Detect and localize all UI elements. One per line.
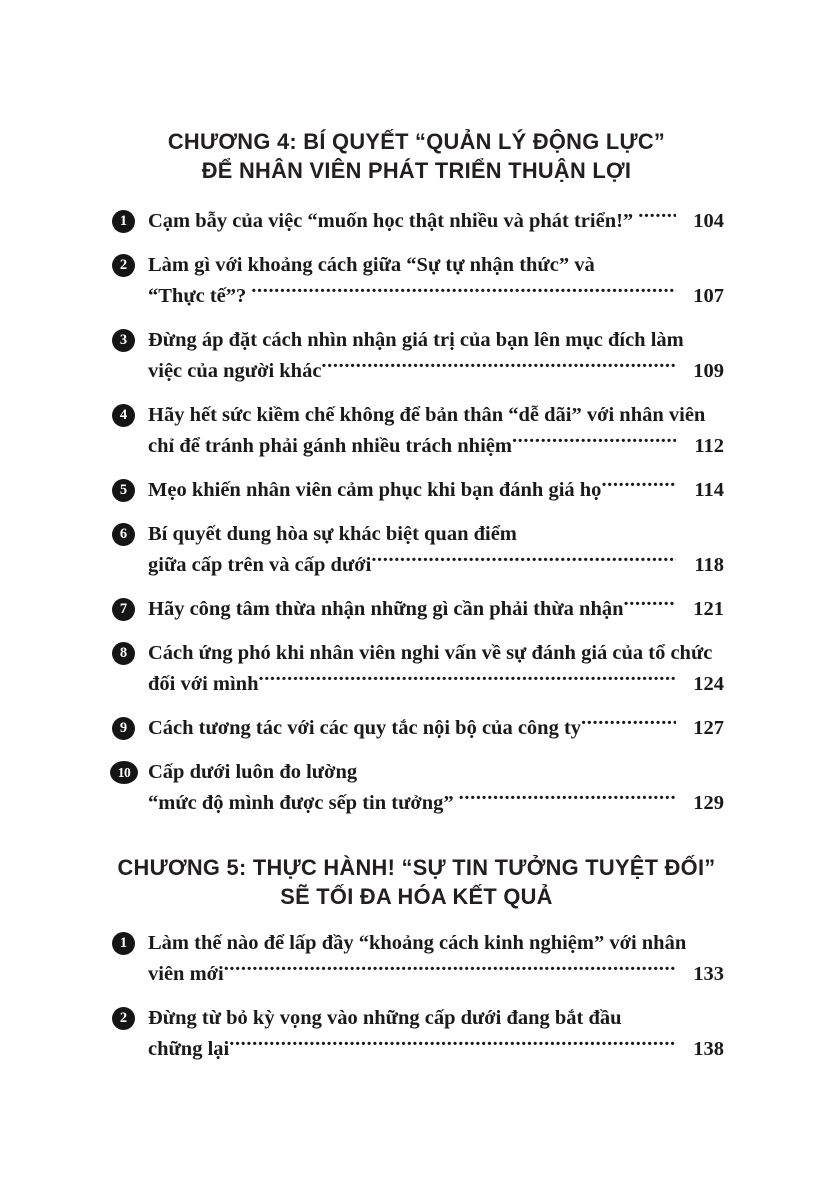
toc-entry-text: Cách tương tác với các quy tắc nội bộ của công ty [148, 717, 582, 739]
toc-entry-text: “Thực tế”? [148, 285, 247, 307]
chapter-5-heading [12, 853, 820, 912]
toc-entry-last-line [148, 356, 724, 387]
page-number: 129 [693, 792, 724, 814]
toc-entry[interactable] [112, 519, 724, 581]
toc-entry-text: việc của người khác [148, 360, 322, 382]
toc-entry-line [148, 400, 724, 431]
chapter-4-heading-line-1: CHƯƠNG 4: BÍ QUYẾT “QUẢN LÝ ĐỘNG LỰC” [167, 129, 666, 155]
entry-number-badge: 4 [112, 404, 135, 427]
entry-number-badge: 10 [110, 761, 138, 784]
toc-entry-last-line [148, 550, 724, 581]
entry-number-badge: 5 [112, 479, 135, 502]
toc-entry-line [148, 1003, 724, 1034]
dot-leader [224, 960, 676, 981]
toc-entry-text: Mẹo khiến nhân viên cảm phục khi bạn đánh giá họ [148, 479, 602, 501]
entry-number-badge: 7 [112, 598, 135, 621]
toc-entry-text: Bí quyết dung hòa sự khác biệt quan điểm [148, 523, 517, 545]
toc-entry-text: đối với mình [148, 673, 259, 695]
toc-entry-text: Đừng từ bỏ kỳ vọng vào những cấp dưới đang bắt đầu [148, 1007, 622, 1029]
dot-leader [321, 357, 676, 378]
dot-leader [371, 551, 676, 572]
toc-entry-text: giữa cấp trên và cấp dưới [148, 554, 372, 576]
toc-entry-last-line [148, 669, 724, 700]
toc-entry-last-line [148, 431, 724, 462]
chapter-4-heading-line-2: ĐỂ NHÂN VIÊN PHÁT TRIỂN THUẬN LỢI [201, 158, 632, 184]
dot-leader [638, 207, 676, 228]
toc-entry-line [148, 250, 724, 281]
entry-number-badge: 6 [112, 523, 135, 546]
toc-entry-text: chững lại [148, 1038, 230, 1060]
page-number: 104 [693, 210, 724, 232]
toc-entry-text: Đừng áp đặt cách nhìn nhận giá trị của bạn lên mục đích làm [148, 329, 684, 351]
dot-leader [601, 476, 676, 497]
toc-entry-last-line [148, 475, 724, 506]
page-number: 121 [693, 598, 724, 620]
page-number: 109 [693, 360, 724, 382]
toc-entry[interactable] [112, 400, 724, 462]
entry-number-badge: 8 [112, 642, 135, 665]
entry-number-badge: 2 [112, 1007, 135, 1030]
dot-leader [229, 1035, 676, 1056]
toc-entry-line [148, 519, 724, 550]
toc-entry-last-line [148, 594, 724, 625]
chapter-5-heading-line-2: SẼ TỐI ĐA HÓA KẾT QUẢ [280, 884, 553, 910]
chapter-5-entry-list [112, 928, 724, 1065]
toc-entry-text: Làm gì với khoảng cách giữa “Sự tự nhận thức” và [148, 254, 595, 276]
chapter-5-heading-line-1: CHƯƠNG 5: THỰC HÀNH! “SỰ TIN TƯỞNG TUYỆT ĐỐI” [117, 855, 716, 881]
toc-entry-text: Làm thế nào để lấp đầy “khoảng cách kinh nghiệm” với nhân [148, 932, 687, 954]
chapter-4-heading [12, 127, 820, 186]
toc-entry-text: “mức độ mình được sếp tin tưởng” [148, 792, 454, 814]
entry-number-badge: 2 [112, 254, 135, 277]
toc-entry-text: viên mới [148, 963, 224, 985]
page-number: 112 [694, 435, 724, 457]
toc-entry[interactable] [112, 594, 724, 625]
toc-entry-line [148, 638, 724, 669]
page-number: 118 [694, 554, 724, 576]
dot-leader [258, 670, 676, 691]
toc-entry-text: Cạm bẫy của việc “muốn học thật nhiều và phát triển!” [148, 210, 634, 232]
toc-entry[interactable] [112, 325, 724, 387]
toc-entry[interactable] [112, 206, 724, 237]
page-number: 133 [693, 963, 724, 985]
dot-leader [624, 595, 676, 616]
toc-entry[interactable] [112, 928, 724, 990]
toc-entry-last-line [148, 959, 724, 990]
toc-entry-line [148, 757, 724, 788]
toc-entry-text: Hãy hết sức kiềm chế không để bản thân “dễ dãi” với nhân viên [148, 404, 706, 426]
toc-entry-last-line [148, 788, 724, 819]
entry-number-badge: 3 [112, 329, 135, 352]
page-number: 138 [693, 1038, 724, 1060]
toc-entry[interactable] [112, 1003, 724, 1065]
entry-number-badge: 1 [112, 210, 135, 233]
toc-entry[interactable] [112, 713, 724, 744]
page-number: 114 [694, 479, 724, 501]
toc-entry[interactable] [112, 638, 724, 700]
entry-number-badge: 9 [112, 717, 135, 740]
toc-entry[interactable] [112, 250, 724, 312]
toc-entry-text: Cấp dưới luôn đo lường [148, 761, 358, 783]
toc-entry-text: Cách ứng phó khi nhân viên nghi vấn về sự đánh giá của tổ chức [148, 642, 713, 664]
dot-leader [459, 789, 676, 810]
dot-leader [581, 714, 676, 735]
toc-entry[interactable] [112, 475, 724, 506]
page-number: 124 [693, 673, 724, 695]
toc-entry-last-line [148, 1034, 724, 1065]
dot-leader [251, 282, 676, 303]
dot-leader [512, 432, 676, 453]
toc-entry-last-line [148, 206, 724, 237]
toc-entry-line [148, 325, 724, 356]
toc-entry-text: chỉ để tránh phải gánh nhiều trách nhiệm [148, 435, 512, 457]
chapter-4-entry-list [112, 206, 724, 819]
toc-entry-last-line [148, 713, 724, 744]
toc-entry-line [148, 928, 724, 959]
page-number: 107 [693, 285, 724, 307]
toc-entry-last-line [148, 281, 724, 312]
entry-number-badge: 1 [112, 932, 135, 955]
page-number: 127 [693, 717, 724, 739]
toc-entry-text: Hãy công tâm thừa nhận những gì cần phải thừa nhận [148, 598, 624, 620]
toc-entry[interactable] [112, 757, 724, 819]
